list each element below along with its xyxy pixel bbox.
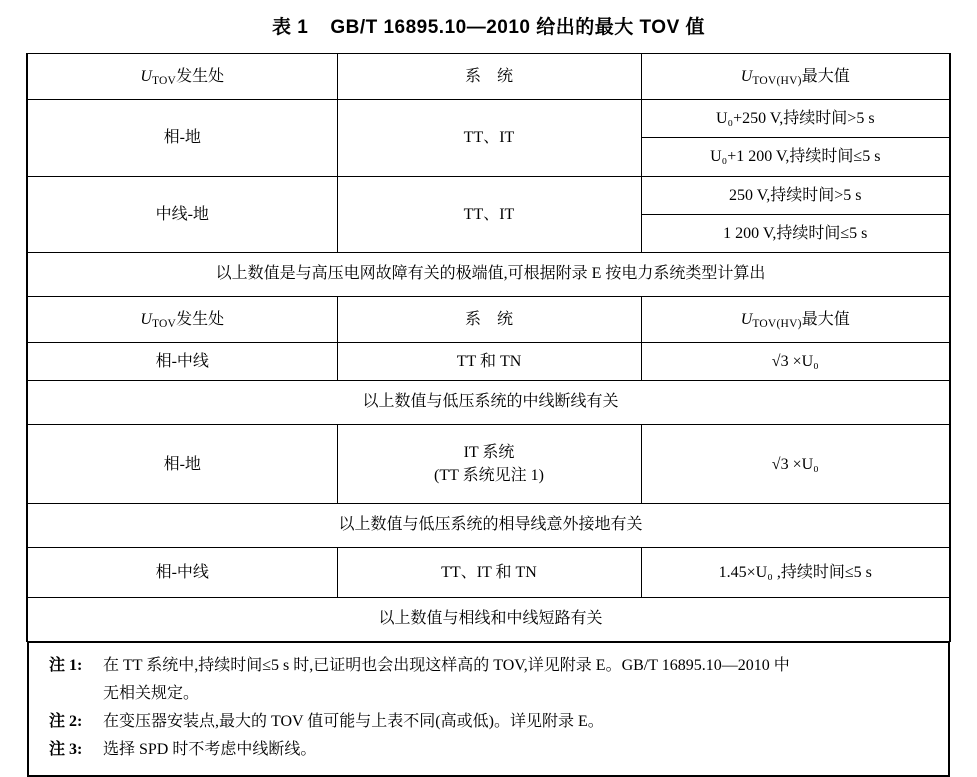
table-row: [27, 342, 950, 380]
label-location: 相-中线: [155, 564, 209, 582]
label-system: TT 和 TN: [456, 352, 522, 370]
cell-location-neutral-earth: [27, 176, 337, 252]
header-label-max-2: 最大值: [801, 310, 850, 328]
tov-table: [26, 53, 951, 642]
header-cell-max-2: [641, 296, 950, 342]
cell-value-4: [641, 424, 950, 503]
label-value: √3 ×U₀: [771, 455, 819, 473]
footnote-2-text: 在变压器安装点,最大的 TOV 值可能与上表不同(高或低)。详见附录 E。: [103, 712, 604, 730]
symbol-u-hv-subscript: TOV(HV): [752, 317, 802, 330]
label-value: 250 V,持续时间>5 s: [729, 186, 862, 204]
cell-system-tt-it-2: [337, 176, 641, 252]
table-row: [27, 424, 950, 503]
table-row: [27, 176, 950, 214]
label-system: TT、IT: [463, 205, 515, 223]
table-header-row-2: [27, 296, 950, 342]
label-location: 相-中线: [155, 352, 209, 370]
label-location: 相-地: [163, 455, 201, 473]
cell-location-phase-neutral-1: [27, 342, 337, 380]
cell-value-2a: [641, 176, 950, 214]
cell-value-2b: [641, 214, 950, 252]
label-note-band: 以上数值与低压系统的相导线意外接地有关: [338, 516, 643, 534]
cell-value-1b: [641, 138, 950, 176]
cell-system-it: [337, 424, 641, 503]
table-row: [27, 548, 950, 598]
label-system: TT、IT: [463, 129, 515, 147]
header-label-max-1: 最大值: [801, 68, 850, 85]
label-note-band: 以上数值与相线和中线短路有关: [378, 610, 603, 628]
table-title: [0, 0, 977, 53]
header-cell-location-2: [27, 296, 337, 342]
cell-value-1a: [641, 100, 950, 138]
table-footnotes: [27, 642, 950, 777]
label-note-band: 以上数值与低压系统的中线断线有关: [362, 393, 619, 411]
cell-note-band-1: [27, 252, 950, 296]
label-location: 相-地: [163, 129, 201, 147]
note-band-row: [27, 252, 950, 296]
symbol-u-hv-subscript: TOV(HV): [752, 75, 802, 88]
note-band-row: [27, 504, 950, 548]
table-row: [27, 100, 950, 138]
header-cell-system-2: [337, 296, 641, 342]
table-title-text: GB/T 16895.10—2010 给出的最大 TOV 值: [330, 17, 706, 38]
header-label-location-1: 发生处: [176, 68, 225, 85]
footnote-3-label: 注 3:: [49, 740, 83, 758]
label-value: U₀+1 200 V,持续时间≤5 s: [710, 148, 881, 166]
header-cell-max-1: [641, 54, 950, 100]
symbol-u-subscript: TOV: [151, 317, 177, 330]
symbol-u-subscript: TOV: [151, 75, 177, 88]
header-label-system-1: 系 统: [464, 68, 513, 85]
cell-value-3: [641, 342, 950, 380]
cell-system-tt-tn: [337, 342, 641, 380]
cell-note-band-3: [27, 504, 950, 548]
cell-note-band-2: [27, 381, 950, 425]
label-value: U₀+250 V,持续时间>5 s: [715, 110, 875, 128]
cell-location-phase-earth: [27, 100, 337, 176]
header-label-system-2: 系 统: [464, 310, 513, 328]
footnote-2: [49, 709, 932, 735]
label-value: √3 ×U₀: [771, 352, 819, 370]
footnote-3: [49, 737, 932, 763]
table-header-row-1: [27, 54, 950, 100]
header-cell-location-1: [27, 54, 337, 100]
cell-location-phase-earth-2: [27, 424, 337, 503]
note-band-row: [27, 381, 950, 425]
header-label-location-2: 发生处: [176, 310, 225, 328]
note-band-row: [27, 598, 950, 642]
cell-value-5: [641, 548, 950, 598]
footnote-3-text: 选择 SPD 时不考虑中线断线。: [103, 740, 317, 758]
cell-system-tt-it-tn: [337, 548, 641, 598]
symbol-u-hv: U: [740, 310, 753, 328]
footnote-1: [49, 653, 932, 679]
footnote-2-label: 注 2:: [49, 712, 83, 730]
label-system-line2: (TT 系统见注 1): [434, 467, 544, 485]
label-value: 1.45×U₀ ,持续时间≤5 s: [718, 564, 872, 582]
symbol-u-hv: U: [740, 68, 753, 85]
cell-system-tt-it-1: [337, 100, 641, 176]
footnote-1-label: 注 1:: [49, 657, 83, 675]
label-location: 中线-地: [155, 205, 209, 223]
header-cell-system-1: [337, 54, 641, 100]
footnote-1-text: 在 TT 系统中,持续时间≤5 s 时,已证明也会出现这样高的 TOV,详见附录 E。GB/T 16895.10—2010 中: [103, 657, 790, 675]
symbol-u: U: [140, 68, 152, 85]
label-system: TT、IT 和 TN: [441, 564, 537, 582]
footnote-1-continued: 无相关规定。: [103, 684, 200, 702]
label-system-line1: IT 系统: [463, 443, 515, 461]
symbol-u: U: [140, 310, 152, 328]
cell-location-phase-neutral-2: [27, 548, 337, 598]
cell-note-band-4: [27, 598, 950, 642]
label-value: 1 200 V,持续时间≤5 s: [723, 224, 868, 242]
table-number: 表 1: [271, 17, 309, 38]
label-note-band: 以上数值是与高压电网故障有关的极端值,可根据附录 E 按电力系统类型计算出: [215, 264, 766, 282]
